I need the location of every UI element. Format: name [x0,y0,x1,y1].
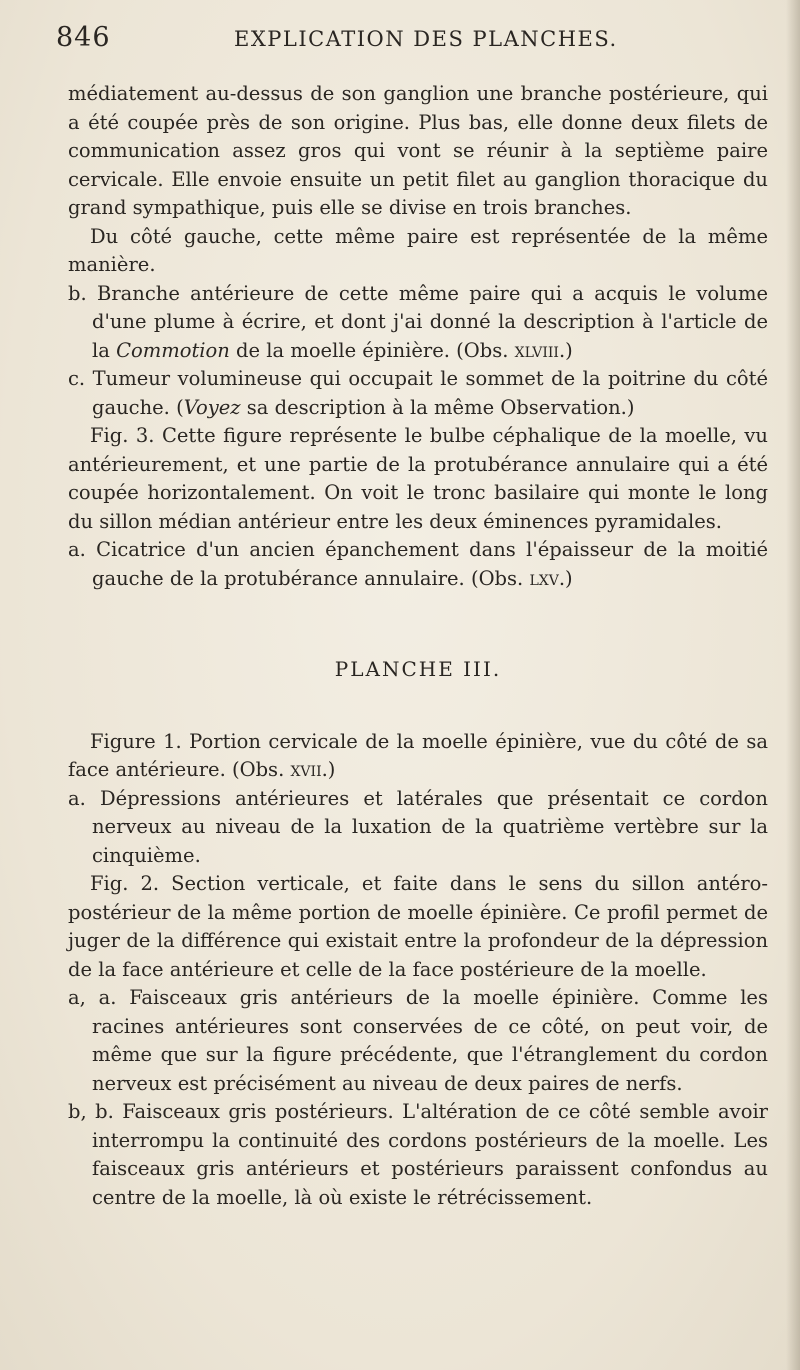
legend-item-c [68,365,768,422]
italic-term: Voyez [183,395,241,419]
legend-text: Figure 1. Portion cervicale de la moelle épinière, vue du côté de sa face antérieure. (Obs. [68,729,768,781]
page-edge-shadow [786,0,800,1370]
legend-text: .) [321,758,336,781]
legend-text: de la moelle épinière. (Obs. [236,338,509,362]
figure-1-description [68,728,768,785]
page-number: 846 [56,22,111,53]
legend-label: b, b. [68,1100,114,1123]
legend-item-b [68,280,768,366]
observation-number: xvii [290,758,322,781]
observation-number: xlviii [514,338,559,362]
paragraph-continuation: médiatement au-dessus de son ganglion une branche postérieure, qui a été coupée près de son origine. Plus bas, elle donne deux filets de communication assez gros qui vont se réunir à la septième paire cervicale. Elle envoie ensuite un petit filet au ganglion thoracique du grand sympathique, puis elle se divise en trois branches. [68,82,768,219]
legend-label: a. [68,538,86,561]
legend-text: Cicatrice d'un ancien épanchement dans l'épaisseur de la moitié gauche de la protubérance annulaire. (Obs. [92,538,768,590]
body-text [68,80,768,1212]
legend-label: c. [68,367,86,390]
legend-item-a [68,785,768,871]
legend-label: a. [68,786,86,810]
legend-text: Branche antérieure de cette même paire qui a acquis le volume d'une plume à écrire, et dont j'ai donné la description à l'article de la [92,281,769,362]
legend-text: .) [558,338,573,362]
page-header [56,22,736,62]
legend-text: Dépressions antérieures et latérales que présentait ce cordon nerveux au niveau de la luxation de la quatrième vertèbre sur la cinquième. [92,786,768,867]
figure-3-description: Fig. 3. Cette figure représente le bulbe céphalique de la moelle, vu antérieurement, et une partie de la protubérance annulaire qui a été coupée horizontalement. On voit le tronc basilaire qui monte le long du sillon médian antérieur entre les deux éminences pyramidales. [68,424,768,533]
legend-text: Faisceaux gris antérieurs de la moelle épinière. Comme les racines antérieures sont conservées de ce côté, on peut voir, de même que sur la figure précédente, que l'étranglement du cordon nerveux est précisément au niveau de deux paires de nerfs. [92,986,768,1095]
legend-text: Tumeur volumineuse qui occupait le sommet de la poitrine du côté gauche. ( [92,367,769,419]
italic-term: Commotion [116,338,230,362]
paragraph-left-side: Du côté gauche, cette même paire est représentée de la même manière. [68,224,768,276]
legend-item-bb [68,1098,768,1212]
legend-label: a, a. [68,986,117,1009]
legend-item-aa [68,984,768,1098]
observation-number: lxv [529,566,559,590]
legend-text: sa description à la même Observation.) [246,395,635,419]
figure-2-description: Fig. 2. Section verticale, et faite dans le sens du sillon antéro-postérieur de la même portion de moelle épinière. Ce profil permet de juger de la différence qui existait entre la profondeur de la dépression de la face antérieure et celle de la face postérieure de la moelle. [68,872,768,981]
legend-text: Faisceaux gris postérieurs. L'altération de ce côté semble avoir interrompu la continuité des cordons postérieurs de la moelle. Les faisceaux gris antérieurs et postérieurs paraissent confondus au centre de la moelle, là où existe le rétrécissement. [92,1100,768,1209]
legend-item-a [68,536,768,593]
legend-text: .) [558,566,573,590]
legend-label: b. [68,281,87,305]
plate-title: PLANCHE III. [334,657,502,681]
running-head: EXPLICATION DES PLANCHES. [234,27,618,51]
